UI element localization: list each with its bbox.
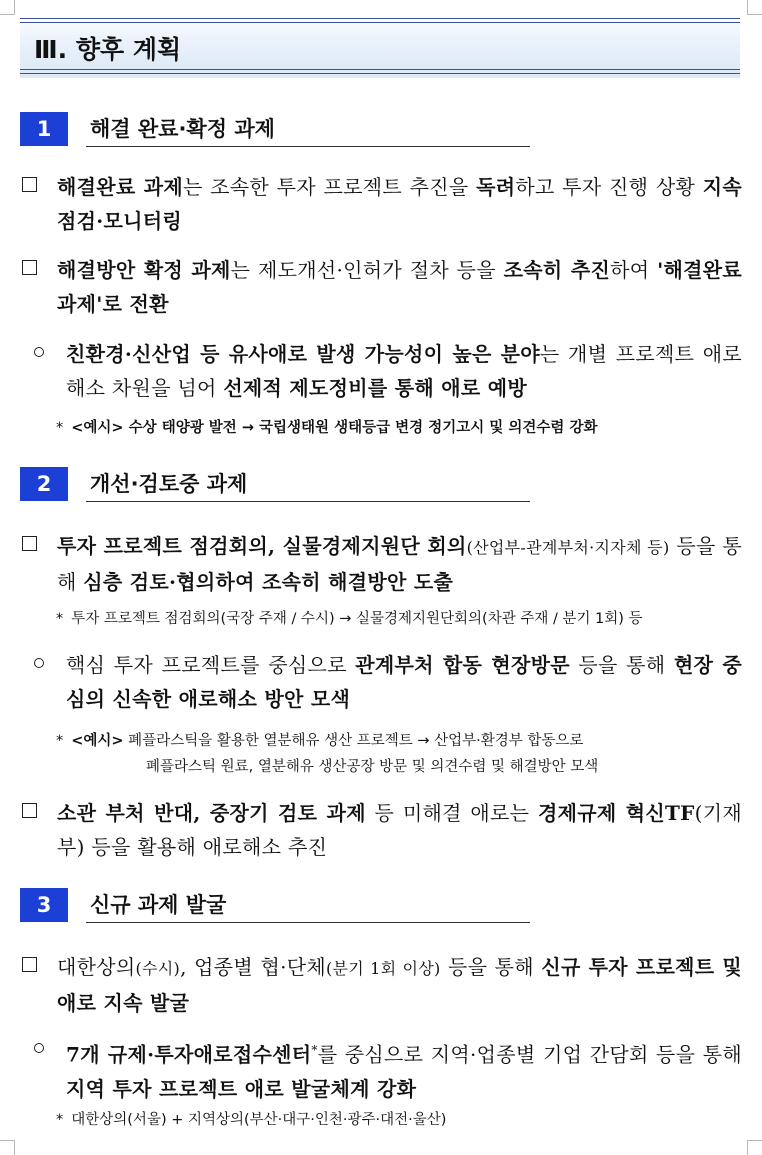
checkbox-bullet-icon xyxy=(22,957,37,972)
s2-example-note: * <예시> 폐플라스틱을 활용한 열분해유 생산 프로젝트 → 산업부·환경부 합동으로 폐플라스틱 원료, 열분해유 생산공장 방문 및 의견수렴 및 해결방안 모색 xyxy=(56,733,599,775)
section-number: 1 xyxy=(20,112,68,146)
checkbox-bullet-icon xyxy=(22,803,37,818)
crop-mark-bottom-right xyxy=(747,1140,762,1155)
bullet-text: 핵심 투자 프로젝트를 중심으로 관계부처 합동 현장방문 등을 통해 현장 중심의 신속한 애로해소 방안 모색 xyxy=(66,653,743,711)
checkbox-bullet-icon xyxy=(22,260,37,275)
bullet-text: 소관 부처 반대, 중장기 검토 과제 등 미해결 애로는 경제규제 혁신TF(기재부) 등을 활용해 애로해소 추진 xyxy=(57,801,742,859)
bullet-text: 투자 프로젝트 점검회의, 실물경제지원단 회의(산업부-관계부처·지자체 등) 등을 통해 심층 검토·협의하여 조속히 해결방안 도출 xyxy=(57,534,742,594)
s1-bullet-1 xyxy=(20,170,742,238)
bullet-text: 대한상의(수시), 업종별 협·단체(분기 1회 이상) 등을 통해 신규 투자 프로젝트 및 애로 지속 발굴 xyxy=(57,955,742,1015)
title-rule-top xyxy=(20,18,740,23)
title-rule-bottom xyxy=(20,69,740,74)
s2-sub-bullet-1 xyxy=(20,648,742,716)
section-title: 신규 과제 발굴 xyxy=(86,888,530,923)
section-number: 3 xyxy=(20,888,68,922)
s2-bullet-1 xyxy=(20,529,742,599)
checkbox-bullet-icon xyxy=(22,177,37,192)
section-title: 개선·검토중 과제 xyxy=(86,467,530,502)
checkbox-bullet-icon xyxy=(22,536,37,551)
section-number: 2 xyxy=(20,467,68,501)
s3-chamber-note: * 대한상의(서울) + 지역상의(부산·대구·인천·광주·대전·울산) xyxy=(56,1112,447,1128)
chapter-title: Ⅲ. 향후 계획 xyxy=(34,35,182,64)
s2-bullet-2 xyxy=(20,796,742,864)
s1-sub-bullet-1 xyxy=(20,337,742,405)
crop-mark-top-right xyxy=(747,0,762,15)
s3-bullet-1 xyxy=(20,950,742,1020)
circle-bullet-icon xyxy=(34,1043,44,1053)
s2-meeting-note: * 투자 프로젝트 점검회의(국장 주재 / 수시) → 실물경제지원단회의(차관 주재 / 분기 1회) 등 xyxy=(56,611,643,627)
s1-bullet-2 xyxy=(20,253,742,321)
circle-bullet-icon xyxy=(34,347,44,357)
crop-mark-top-left xyxy=(0,0,15,15)
s3-sub-bullet-1 xyxy=(20,1033,742,1106)
bullet-text: 해결방안 확정 과제는 제도개선·인허가 절차 등을 조속히 추진하여 '해결완료 과제'로 전환 xyxy=(57,258,742,316)
section-title: 해결 완료·확정 과제 xyxy=(86,112,530,147)
s1-example-note: * <예시> 수상 태양광 발전 → 국립생태원 생태등급 변경 정기고시 및 의견수렴 강화 xyxy=(56,420,598,436)
circle-bullet-icon xyxy=(34,658,44,668)
bullet-text: 7개 규제·투자애로접수센터*를 중심으로 지역·업종별 기업 간담회 등을 통해 지역 투자 프로젝트 애로 발굴체계 강화 xyxy=(66,1042,742,1101)
bullet-text: 해결완료 과제는 조속한 투자 프로젝트 추진을 독려하고 투자 진행 상황 지속 점검·모니터링 xyxy=(57,175,743,233)
chapter-title-band xyxy=(20,14,740,78)
bullet-text: 친환경·신산업 등 유사애로 발생 가능성이 높은 분야는 개별 프로젝트 애로해소 차원을 넘어 선제적 제도정비를 통해 애로 예방 xyxy=(66,342,742,400)
crop-mark-bottom-left xyxy=(0,1140,15,1155)
